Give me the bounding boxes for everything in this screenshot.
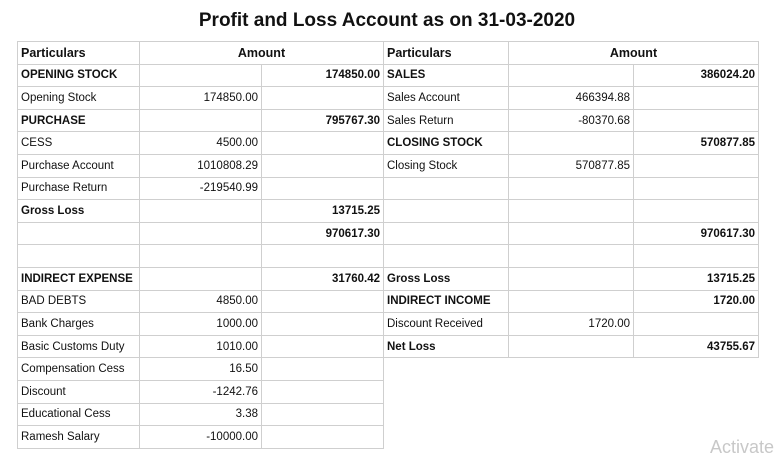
left-sub-amount-cell: 4500.00 bbox=[140, 132, 262, 155]
right-sub-amount-cell: -80370.68 bbox=[509, 109, 634, 132]
table-row bbox=[18, 109, 759, 132]
left-sub-amount-cell bbox=[140, 267, 262, 290]
left-sub-amount-cell: 1000.00 bbox=[140, 313, 262, 336]
right-total-amount-cell: 13715.25 bbox=[634, 267, 759, 290]
left-sub-amount-cell: -1242.76 bbox=[140, 380, 262, 403]
left-total-amount-cell bbox=[262, 403, 384, 426]
right-total-amount-cell: 1720.00 bbox=[634, 290, 759, 313]
left-particular-cell: Gross Loss bbox=[18, 200, 140, 223]
table-row bbox=[18, 335, 759, 358]
left-sub-amount-cell bbox=[140, 245, 262, 268]
right-total-amount-cell bbox=[634, 154, 759, 177]
right-particular-cell bbox=[384, 222, 509, 245]
right-sub-amount-cell bbox=[509, 177, 634, 200]
left-sub-amount-cell: 4850.00 bbox=[140, 290, 262, 313]
table-row bbox=[18, 64, 759, 87]
left-total-amount-cell: 795767.30 bbox=[262, 109, 384, 132]
table-header-row bbox=[18, 42, 759, 65]
left-particular-cell: Basic Customs Duty bbox=[18, 335, 140, 358]
left-sub-amount-cell: -10000.00 bbox=[140, 426, 262, 449]
left-sub-amount-cell bbox=[140, 64, 262, 87]
right-sub-amount-cell bbox=[509, 245, 634, 268]
right-particular-cell: Gross Loss bbox=[384, 267, 509, 290]
left-total-amount-cell bbox=[262, 177, 384, 200]
right-total-amount-cell bbox=[634, 109, 759, 132]
right-particular-cell bbox=[384, 380, 509, 403]
right-total-amount-cell bbox=[634, 177, 759, 200]
table-row bbox=[18, 200, 759, 223]
left-total-amount-cell bbox=[262, 87, 384, 110]
left-particular-cell bbox=[18, 245, 140, 268]
table-row bbox=[18, 177, 759, 200]
right-total-amount-cell bbox=[634, 87, 759, 110]
left-sub-amount-cell bbox=[140, 109, 262, 132]
left-sub-amount-cell: -219540.99 bbox=[140, 177, 262, 200]
table-row bbox=[18, 358, 759, 381]
right-total-amount-cell bbox=[634, 403, 759, 426]
left-particular-cell: Purchase Account bbox=[18, 154, 140, 177]
right-sub-amount-cell bbox=[509, 380, 634, 403]
right-total-amount-cell bbox=[634, 358, 759, 381]
left-total-amount-cell: 174850.00 bbox=[262, 64, 384, 87]
left-particular-cell: OPENING STOCK bbox=[18, 64, 140, 87]
right-sub-amount-cell: 1720.00 bbox=[509, 313, 634, 336]
left-particular-cell: Discount bbox=[18, 380, 140, 403]
left-sub-amount-cell bbox=[140, 222, 262, 245]
right-total-amount-cell bbox=[634, 200, 759, 223]
left-sub-amount-cell: 16.50 bbox=[140, 358, 262, 381]
left-total-amount-cell bbox=[262, 154, 384, 177]
right-total-amount-cell: 386024.20 bbox=[634, 64, 759, 87]
right-total-amount-cell: 570877.85 bbox=[634, 132, 759, 155]
left-particular-cell: Educational Cess bbox=[18, 403, 140, 426]
left-particular-cell: Ramesh Salary bbox=[18, 426, 140, 449]
left-sub-amount-cell: 1010.00 bbox=[140, 335, 262, 358]
left-total-amount-cell bbox=[262, 290, 384, 313]
right-particular-cell: Sales Return bbox=[384, 109, 509, 132]
right-sub-amount-cell: 570877.85 bbox=[509, 154, 634, 177]
table-row bbox=[18, 222, 759, 245]
right-particular-cell: INDIRECT INCOME bbox=[384, 290, 509, 313]
left-particular-cell: CESS bbox=[18, 132, 140, 155]
right-sub-amount-cell bbox=[509, 290, 634, 313]
table-row bbox=[18, 403, 759, 426]
right-particular-cell bbox=[384, 245, 509, 268]
right-total-amount-cell bbox=[634, 380, 759, 403]
table-row bbox=[18, 290, 759, 313]
right-particular-cell: CLOSING STOCK bbox=[384, 132, 509, 155]
right-total-amount-cell: 970617.30 bbox=[634, 222, 759, 245]
right-amount-header: Amount bbox=[509, 42, 759, 65]
right-sub-amount-cell bbox=[509, 267, 634, 290]
left-total-amount-cell: 970617.30 bbox=[262, 222, 384, 245]
right-sub-amount-cell bbox=[509, 222, 634, 245]
table-row bbox=[18, 267, 759, 290]
right-sub-amount-cell bbox=[509, 358, 634, 381]
left-amount-header: Amount bbox=[140, 42, 384, 65]
left-particular-cell: INDIRECT EXPENSE bbox=[18, 267, 140, 290]
left-particular-cell: Compensation Cess bbox=[18, 358, 140, 381]
left-sub-amount-cell: 1010808.29 bbox=[140, 154, 262, 177]
right-particular-cell bbox=[384, 426, 509, 449]
left-particular-cell: Purchase Return bbox=[18, 177, 140, 200]
right-particular-cell bbox=[384, 358, 509, 381]
left-total-amount-cell: 13715.25 bbox=[262, 200, 384, 223]
right-particular-cell bbox=[384, 403, 509, 426]
table-row bbox=[18, 87, 759, 110]
left-total-amount-cell bbox=[262, 358, 384, 381]
table-row bbox=[18, 132, 759, 155]
left-total-amount-cell bbox=[262, 245, 384, 268]
right-particular-cell: Discount Received bbox=[384, 313, 509, 336]
table-row bbox=[18, 313, 759, 336]
table-row bbox=[18, 426, 759, 449]
right-particular-cell: Sales Account bbox=[384, 87, 509, 110]
right-total-amount-cell bbox=[634, 245, 759, 268]
table-row bbox=[18, 380, 759, 403]
right-particular-cell bbox=[384, 177, 509, 200]
right-particular-cell: Closing Stock bbox=[384, 154, 509, 177]
right-particular-cell: Net Loss bbox=[384, 335, 509, 358]
left-particular-cell bbox=[18, 222, 140, 245]
left-particulars-header: Particulars bbox=[18, 42, 140, 65]
activate-watermark: Activate bbox=[709, 437, 774, 457]
left-particular-cell: PURCHASE bbox=[18, 109, 140, 132]
table-row bbox=[18, 154, 759, 177]
left-particular-cell: Opening Stock bbox=[18, 87, 140, 110]
right-particular-cell bbox=[384, 200, 509, 223]
left-particular-cell: Bank Charges bbox=[18, 313, 140, 336]
left-total-amount-cell: 31760.42 bbox=[262, 267, 384, 290]
right-sub-amount-cell: 466394.88 bbox=[509, 87, 634, 110]
profit-loss-table bbox=[17, 41, 759, 449]
right-sub-amount-cell bbox=[509, 200, 634, 223]
left-sub-amount-cell bbox=[140, 200, 262, 223]
right-sub-amount-cell bbox=[509, 335, 634, 358]
left-total-amount-cell bbox=[262, 313, 384, 336]
right-sub-amount-cell bbox=[509, 426, 634, 449]
left-sub-amount-cell: 174850.00 bbox=[140, 87, 262, 110]
left-sub-amount-cell: 3.38 bbox=[140, 403, 262, 426]
right-sub-amount-cell bbox=[509, 64, 634, 87]
left-particular-cell: BAD DEBTS bbox=[18, 290, 140, 313]
right-particular-cell: SALES bbox=[384, 64, 509, 87]
right-total-amount-cell: 43755.67 bbox=[634, 335, 759, 358]
report-title: Profit and Loss Account as on 31-03-2020 bbox=[198, 10, 576, 31]
left-total-amount-cell bbox=[262, 426, 384, 449]
left-total-amount-cell bbox=[262, 380, 384, 403]
right-sub-amount-cell bbox=[509, 132, 634, 155]
right-sub-amount-cell bbox=[509, 403, 634, 426]
table-row bbox=[18, 245, 759, 268]
right-total-amount-cell bbox=[634, 313, 759, 336]
left-total-amount-cell bbox=[262, 132, 384, 155]
right-particulars-header: Particulars bbox=[384, 42, 509, 65]
left-total-amount-cell bbox=[262, 335, 384, 358]
